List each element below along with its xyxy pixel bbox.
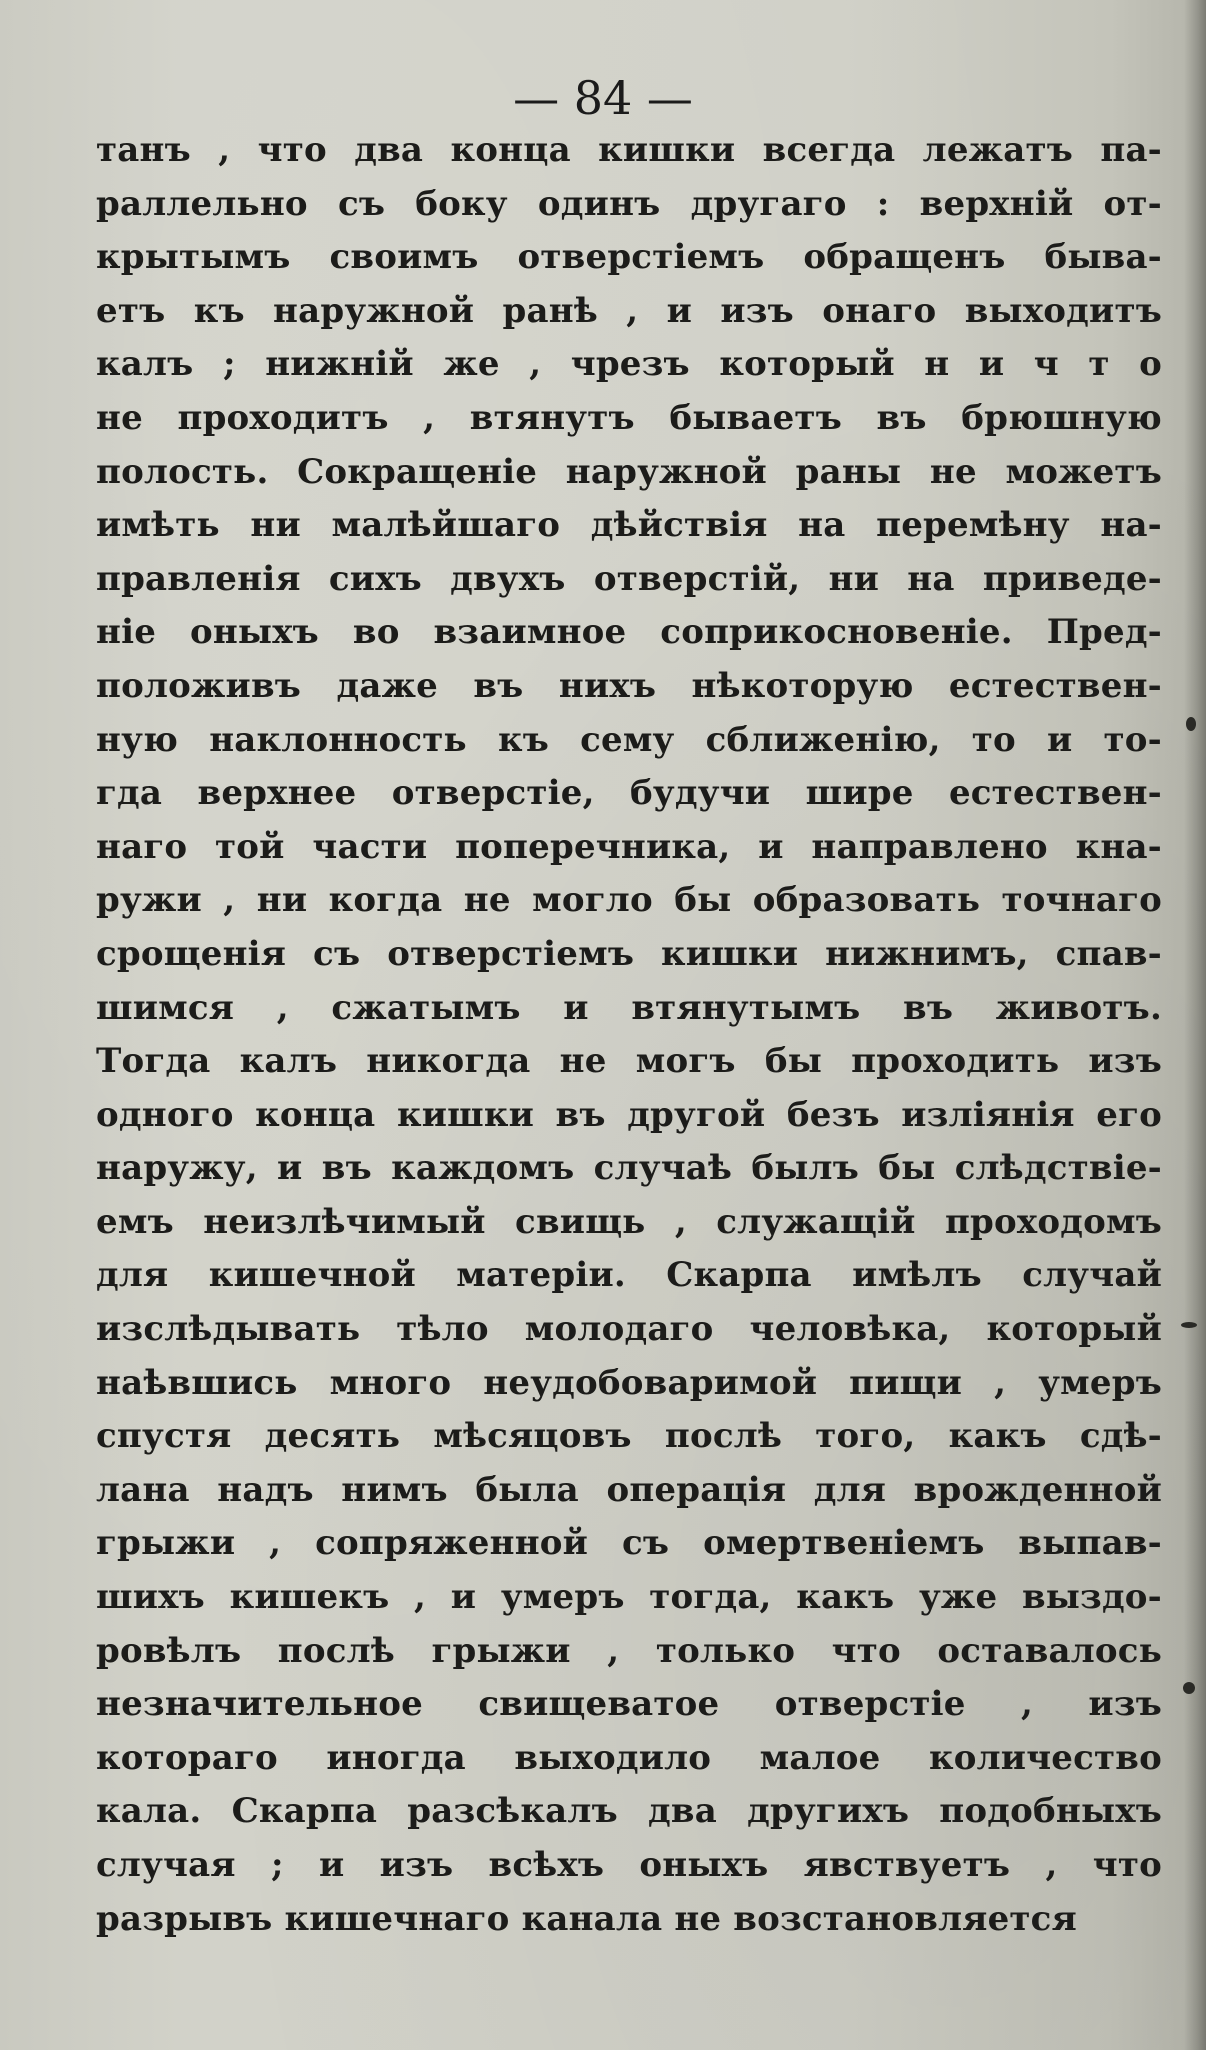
text-line: калъ ; нижній же , чрезъ который н и ч т о	[96, 344, 1162, 385]
text-line: незначительное свищеватое отверстіе , изъ	[96, 1684, 1162, 1725]
text-line: ружи , ни когда не могло бы образовать точнаго	[96, 880, 1162, 921]
text-line: полость. Сокращеніе наружной раны не можетъ	[96, 451, 1162, 492]
text-line: наружу, и въ каждомъ случаѣ былъ бы слѣдствіе-	[96, 1148, 1162, 1189]
text-line: правленія сихъ двухъ отверстій, ни на приведе-	[96, 558, 1162, 599]
text-line: имѣть ни малѣйшаго дѣйствія на перемѣну на-	[96, 505, 1162, 546]
text-line: изслѣдывать тѣло молодаго человѣка, который	[96, 1309, 1162, 1350]
text-line: лана надъ нимъ была операція для врожденной	[96, 1469, 1162, 1510]
text-line: шихъ кишекъ , и умеръ тогда, какъ уже выздо-	[96, 1577, 1162, 1618]
text-line: положивъ даже въ нихъ нѣкоторую естествен-	[96, 665, 1162, 706]
text-line: наго той части поперечника, и направлено кна-	[96, 826, 1162, 867]
text-line: танъ , что два конца кишки всегда лежатъ па-	[96, 130, 1162, 170]
text-line: одного конца кишки въ другой безъ изліянія его	[96, 1094, 1162, 1135]
text-line: котораго иногда выходило малое количество	[96, 1737, 1162, 1778]
text-line: кала. Скарпа разсѣкалъ два другихъ подобныхъ	[96, 1791, 1162, 1832]
ink-mark	[1183, 1682, 1195, 1694]
text-line: раллельно съ боку одинъ другаго : верхній от-	[96, 183, 1162, 224]
text-line: случая ; и изъ всѣхъ оныхъ явствуетъ , что	[96, 1845, 1162, 1885]
text-line: для кишечной матеріи. Скарпа имѣлъ случай	[96, 1255, 1162, 1296]
ink-mark	[1186, 717, 1196, 731]
text-line: грыжи , сопряженной съ омертвеніемъ выпав-	[96, 1523, 1162, 1564]
ink-mark	[1181, 1322, 1197, 1328]
text-line: ровѣлъ послѣ грыжи , только что оставалось	[96, 1630, 1162, 1671]
page-number: — 84 —	[513, 71, 693, 125]
text-line: не проходитъ , втянутъ бываетъ въ брюшную	[96, 397, 1162, 438]
text-line: етъ къ наружной ранѣ , и изъ онаго выходитъ	[96, 290, 1162, 331]
text-line: наѣвшись много неудобоваримой пищи , умеръ	[96, 1362, 1162, 1403]
text-line: емъ неизлѣчимый свищь , служащій проходомъ	[96, 1201, 1162, 1242]
text-line: спустя десять мѣсяцовъ послѣ того, какъ сдѣ-	[96, 1416, 1162, 1457]
text-line: Тогда калъ никогда не могъ бы проходить изъ	[96, 1041, 1162, 1082]
text-line: шимся , сжатымъ и втянутымъ въ животъ.	[96, 987, 1162, 1028]
text-line: разрывъ кишечнаго канала не возстановляется	[96, 1898, 1077, 1939]
text-line: срощенія съ отверстіемъ кишки нижнимъ, спав-	[96, 933, 1162, 974]
text-line: гда верхнее отверстіе, будучи шире естествен-	[96, 773, 1162, 814]
text-line: ную наклонность къ сему сближенію, то и то-	[96, 719, 1162, 760]
page-body-text	[96, 124, 1162, 1946]
text-line: крытымъ своимъ отверстіемъ обращенъ быва-	[96, 237, 1162, 278]
page-edge-shadow	[1184, 0, 1206, 2050]
text-line: ніе оныхъ во взаимное соприкосновеніе. Пред-	[96, 612, 1162, 653]
